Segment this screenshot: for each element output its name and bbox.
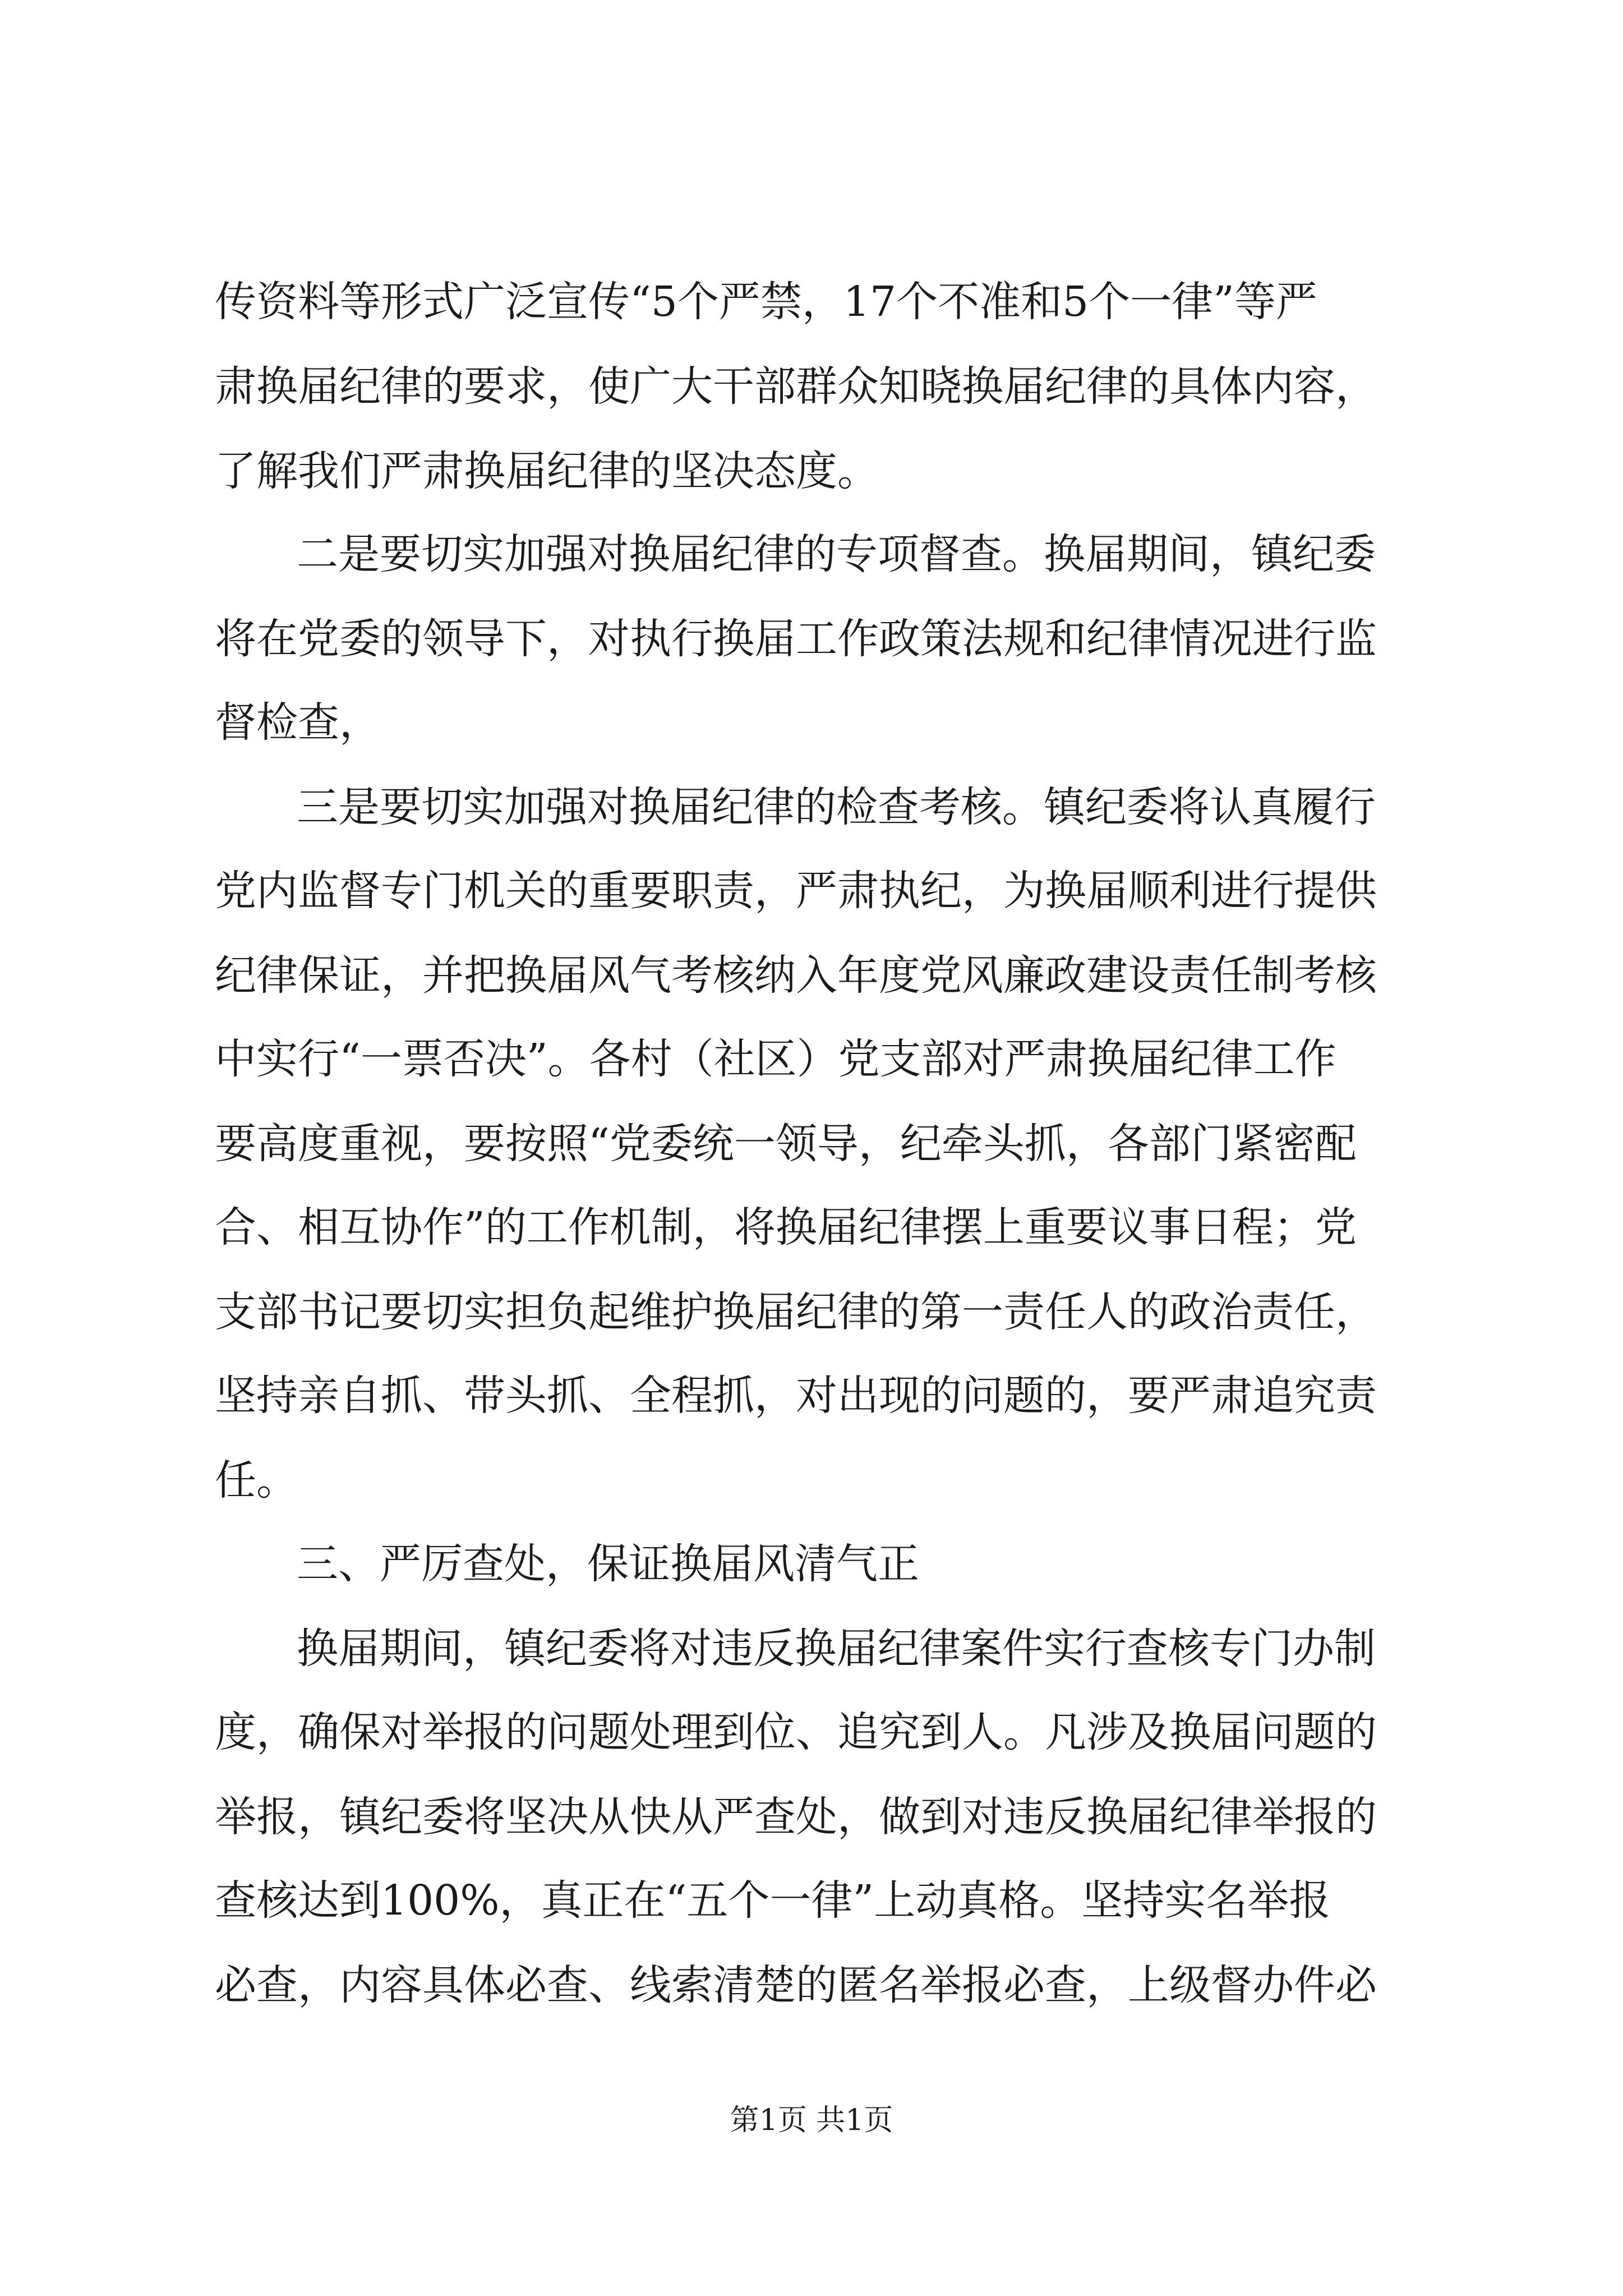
- text-line-17: 换届期间，镇纪委将对违反换届纪律案件实行查核专门办制: [297, 1625, 1376, 1673]
- text-line-4: 二是要切实加强对换届纪律的专项督查。换届期间，镇纪委: [297, 530, 1376, 578]
- section-heading: 三、严厉查处，保证换届风清气正: [297, 1540, 919, 1588]
- text-line-5: 将在党委的领导下，对执行换届工作政策法规和纪律情况进行监: [215, 615, 1377, 663]
- text-line-21: 必查，内容具体必查、线索清楚的匿名举报必查，上级督办件必: [215, 1961, 1377, 2009]
- text-line-8: 党内监督专门机关的重要职责，严肃执纪，为换届顺利进行提供: [215, 867, 1377, 915]
- page-footer: 第1页 共1页: [730, 2104, 893, 2137]
- text-line-2: 肃换届纪律的要求，使广大干部群众知晓换届纪律的具体内容，: [215, 362, 1377, 411]
- text-line-18: 度，确保对举报的问题处理到位、追究到人。凡涉及换届问题的: [215, 1708, 1377, 1756]
- text-line-7: 三是要切实加强对换届纪律的检查考核。镇纪委将认真履行: [297, 783, 1376, 831]
- text-line-12: 合、相互协作”的工作机制，将换届纪律摆上重要议事日程；党: [215, 1203, 1357, 1251]
- text-line-15: 任。: [215, 1456, 298, 1504]
- text-line-14: 坚持亲自抓、带头抓、全程抓，对出现的问题的，要严肃追究责: [215, 1372, 1377, 1420]
- text-line-9: 纪律保证，并把换届风气考核纳入年度党风廉政建设责任制考核: [215, 951, 1377, 1000]
- text-line-19: 举报，镇纪委将坚决从快从严查处，做到对违反换届纪律举报的: [215, 1793, 1377, 1841]
- text-line-1: 传资料等形式广泛宣传“5个严禁，17个不准和5个一律”等严: [215, 278, 1317, 326]
- text-line-6: 督检查，: [215, 698, 381, 747]
- text-line-3: 了解我们严肃换届纪律的坚决态度。: [215, 447, 879, 495]
- text-line-13: 支部书记要切实担负起维护换届纪律的第一责任人的政治责任，: [215, 1288, 1377, 1336]
- text-line-10: 中实行“一票否决”。各村（社区）党支部对严肃换届纪律工作: [215, 1035, 1336, 1083]
- text-line-20: 查核达到100%，真正在“五个一律”上动真格。坚持实名举报: [215, 1876, 1331, 1925]
- text-line-11: 要高度重视，要按照“党委统一领导，纪牵头抓，各部门紧密配: [215, 1120, 1357, 1168]
